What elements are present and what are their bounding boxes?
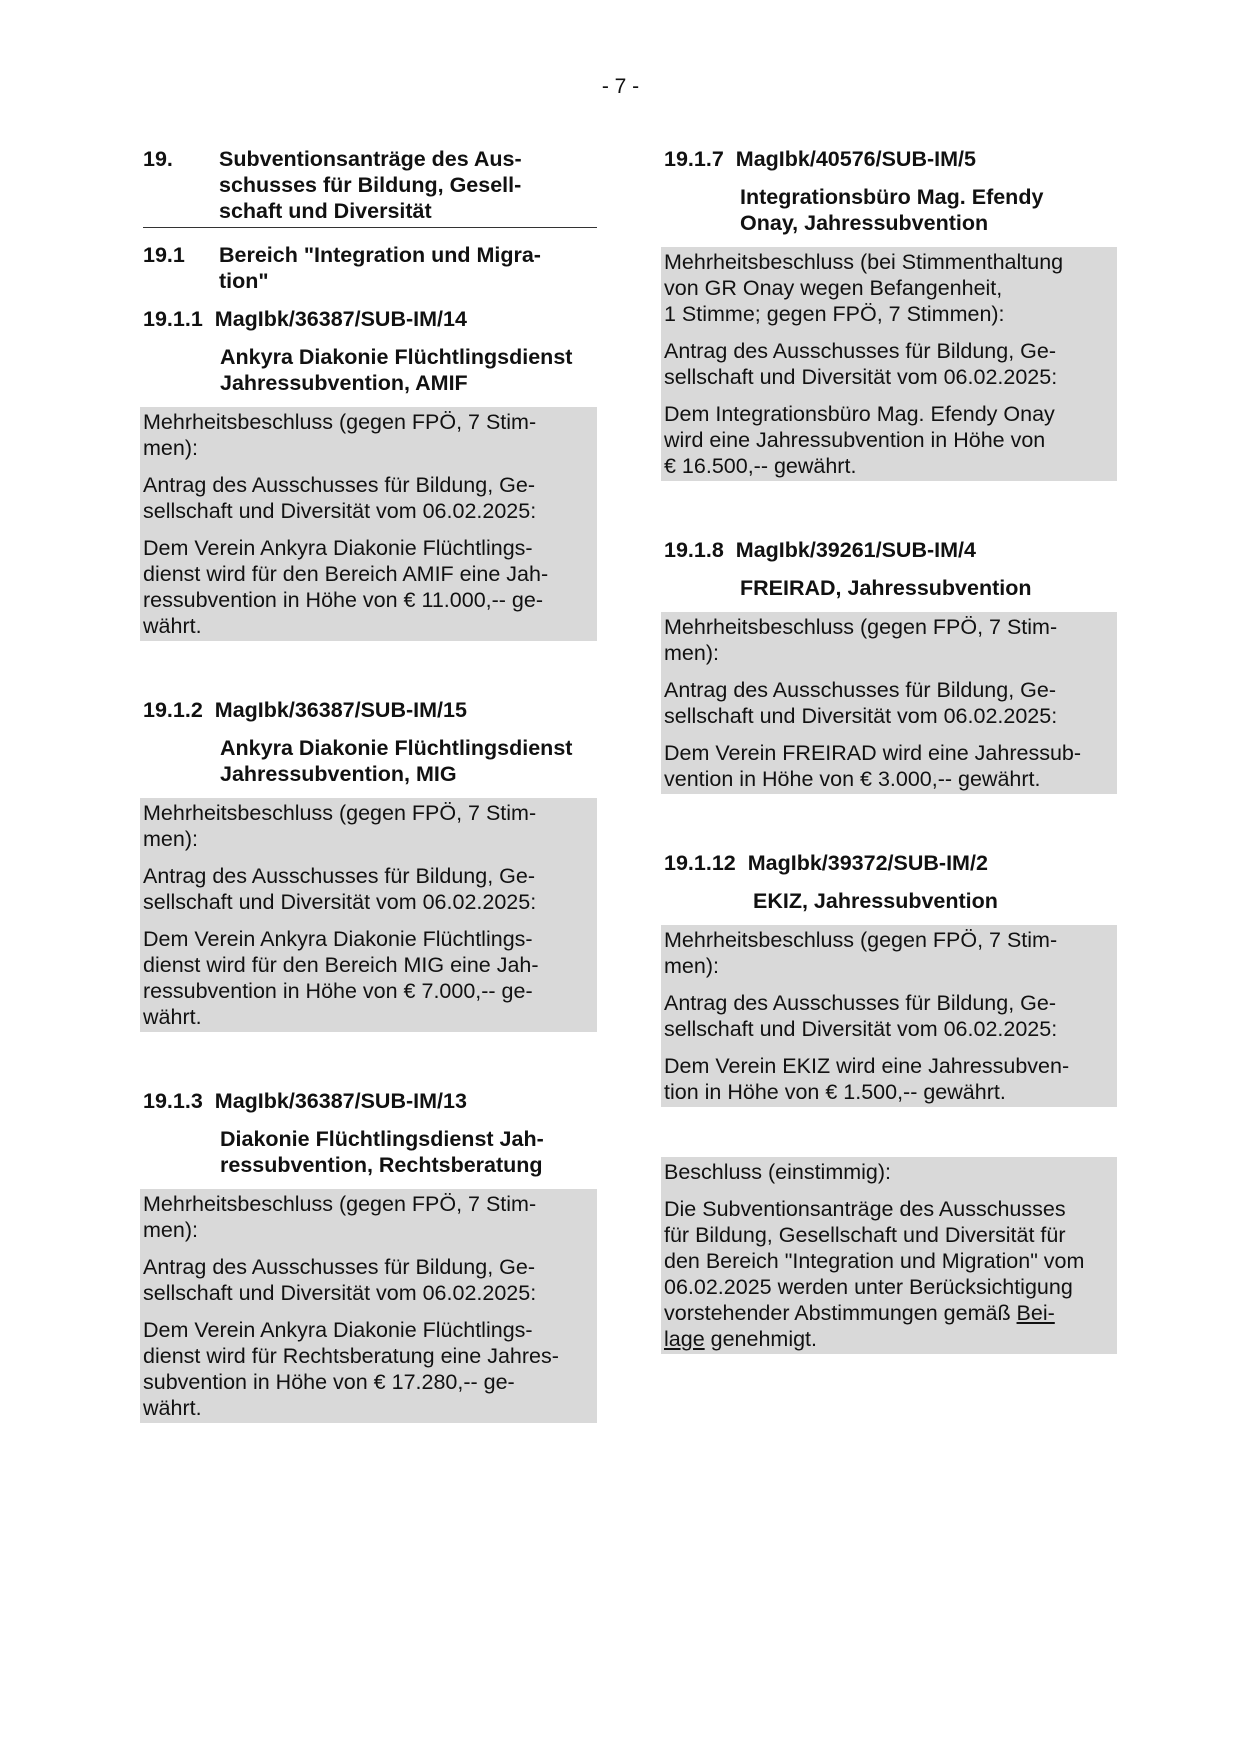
section-number: 19.: [143, 147, 173, 171]
item-number: 19.1.3: [143, 1089, 203, 1113]
agenda-item-19-1-2: [143, 697, 597, 1032]
decision-text: Dem Verein FREIRAD wird eine Jahressub- vention in Höhe von € 3.000,-- gewährt.: [664, 741, 1082, 791]
agenda-item-19-1-3: [143, 1088, 597, 1423]
item-subject: Diakonie Flüchtlingsdienst Jah- ressubvention, Rechtsberatung: [220, 1127, 544, 1177]
subsection-heading-19-1: [143, 242, 597, 294]
motion-text: Antrag des Ausschusses für Bildung, Ge- sellschaft und Diversität vom 06.02.2025:: [664, 991, 1058, 1041]
vote-result: Mehrheitsbeschluss (bei Stimmenthaltung von GR Onay wegen Befangenheit, 1 Stimme; gegen FPÖ, 7 Stimmen):: [664, 250, 1064, 326]
item-code: MagIbk/39261/SUB-IM/4: [735, 538, 976, 562]
item-code: MagIbk/36387/SUB-IM/14: [214, 307, 467, 331]
item-heading: [664, 537, 1117, 563]
motion-text: Antrag des Ausschusses für Bildung, Ge- sellschaft und Diversität vom 06.02.2025:: [664, 678, 1058, 728]
motion-text: Antrag des Ausschusses für Bildung, Ge- sellschaft und Diversität vom 06.02.2025:: [143, 473, 537, 523]
page-number: - 7 -: [601, 75, 640, 98]
decision-text: Dem Verein EKIZ wird eine Jahressubven- tion in Höhe von € 1.500,-- gewährt.: [664, 1054, 1070, 1104]
item-subject: Integrationsbüro Mag. Efendy Onay, Jahressubvention: [740, 185, 1044, 235]
item-heading: [143, 306, 597, 332]
item-number: 19.1.1: [143, 307, 203, 331]
item-number: 19.1.8: [664, 538, 724, 562]
item-heading: [143, 1088, 597, 1114]
resolution-box: [140, 798, 597, 1032]
vote-result: Mehrheitsbeschluss (gegen FPÖ, 7 Stim- men):: [143, 1192, 537, 1242]
resolution-box: [661, 925, 1117, 1107]
item-number: 19.1.7: [664, 147, 724, 171]
vote-result: Mehrheitsbeschluss (gegen FPÖ, 7 Stim- men):: [143, 801, 537, 851]
left-column: [143, 146, 597, 1423]
right-column: [664, 146, 1117, 1354]
decision-text: Dem Verein Ankyra Diakonie Flüchtlings- dienst wird für den Bereich MIG eine Jah- ressubvention in Höhe von € 7.000,-- ge- währt.: [143, 927, 539, 1029]
decision-text: Dem Integrationsbüro Mag. Efendy Onay wird eine Jahressubvention in Höhe von € 16.500,-- gewährt.: [664, 402, 1055, 478]
final-resolution-box: [661, 1157, 1117, 1354]
decision-text: Dem Verein Ankyra Diakonie Flüchtlings- dienst wird für den Bereich AMIF eine Jah- ressubvention in Höhe von € 11.000,-- ge- währt.: [143, 536, 549, 638]
motion-text: Antrag des Ausschusses für Bildung, Ge- sellschaft und Diversität vom 06.02.2025:: [143, 864, 537, 914]
vote-result: Mehrheitsbeschluss (gegen FPÖ, 7 Stim- men):: [664, 928, 1058, 978]
agenda-item-19-1-8: [664, 537, 1117, 794]
subsection-number: 19.1: [143, 243, 185, 267]
item-subject: Ankyra Diakonie Flüchtlingsdienst Jahressubvention, MIG: [220, 736, 573, 786]
item-code: MagIbk/36387/SUB-IM/13: [214, 1089, 467, 1113]
vote-result: Mehrheitsbeschluss (gegen FPÖ, 7 Stim- men):: [664, 615, 1058, 665]
item-number: 19.1.2: [143, 698, 203, 722]
item-subject: FREIRAD, Jahressubvention: [740, 576, 1032, 600]
resolution-box: [140, 1189, 597, 1423]
section-title: Subventionsanträge des Aus- schusses für Bildung, Gesell- schaft und Diversität: [219, 147, 522, 223]
resolution-box: [661, 247, 1117, 481]
decision-text: Dem Verein Ankyra Diakonie Flüchtlings- dienst wird für Rechtsberatung eine Jahres- subvention in Höhe von € 17.280,-- ge- währt.: [143, 1318, 559, 1420]
item-code: MagIbk/39372/SUB-IM/2: [747, 851, 988, 875]
item-subject: EKIZ, Jahressubvention: [753, 889, 998, 913]
item-heading: [664, 146, 1117, 172]
section-heading-19: [143, 146, 597, 228]
item-subject: Ankyra Diakonie Flüchtlingsdienst Jahressubvention, AMIF: [220, 345, 573, 395]
final-resolution-label: Beschluss (einstimmig):: [664, 1160, 891, 1184]
item-number: 19.1.12: [664, 851, 736, 875]
item-heading: [143, 697, 597, 723]
item-code: MagIbk/40576/SUB-IM/5: [735, 147, 976, 171]
item-code: MagIbk/36387/SUB-IM/15: [214, 698, 467, 722]
final-resolution-text: Die Subventionsanträge des Ausschusses für Bildung, Gesellschaft und Diversität für den Bereich "Integration und Migration" vom 06.02.2025 werden unter Berücksichtigung vorstehender Abstimmungen gemäß Bei- lage genehmigt.: [664, 1197, 1085, 1351]
resolution-box: [140, 407, 597, 641]
beilage-link[interactable]: Bei- lage: [664, 1301, 1055, 1351]
agenda-item-19-1-7: [664, 146, 1117, 481]
agenda-item-19-1-12: [664, 850, 1117, 1107]
subsection-title: Bereich "Integration und Migra- tion": [219, 243, 541, 293]
agenda-item-19-1-1: [143, 306, 597, 641]
vote-result: Mehrheitsbeschluss (gegen FPÖ, 7 Stim- men):: [143, 410, 537, 460]
motion-text: Antrag des Ausschusses für Bildung, Ge- sellschaft und Diversität vom 06.02.2025:: [143, 1255, 537, 1305]
motion-text: Antrag des Ausschusses für Bildung, Ge- sellschaft und Diversität vom 06.02.2025:: [664, 339, 1058, 389]
resolution-box: [661, 612, 1117, 794]
item-heading: [664, 850, 1117, 876]
